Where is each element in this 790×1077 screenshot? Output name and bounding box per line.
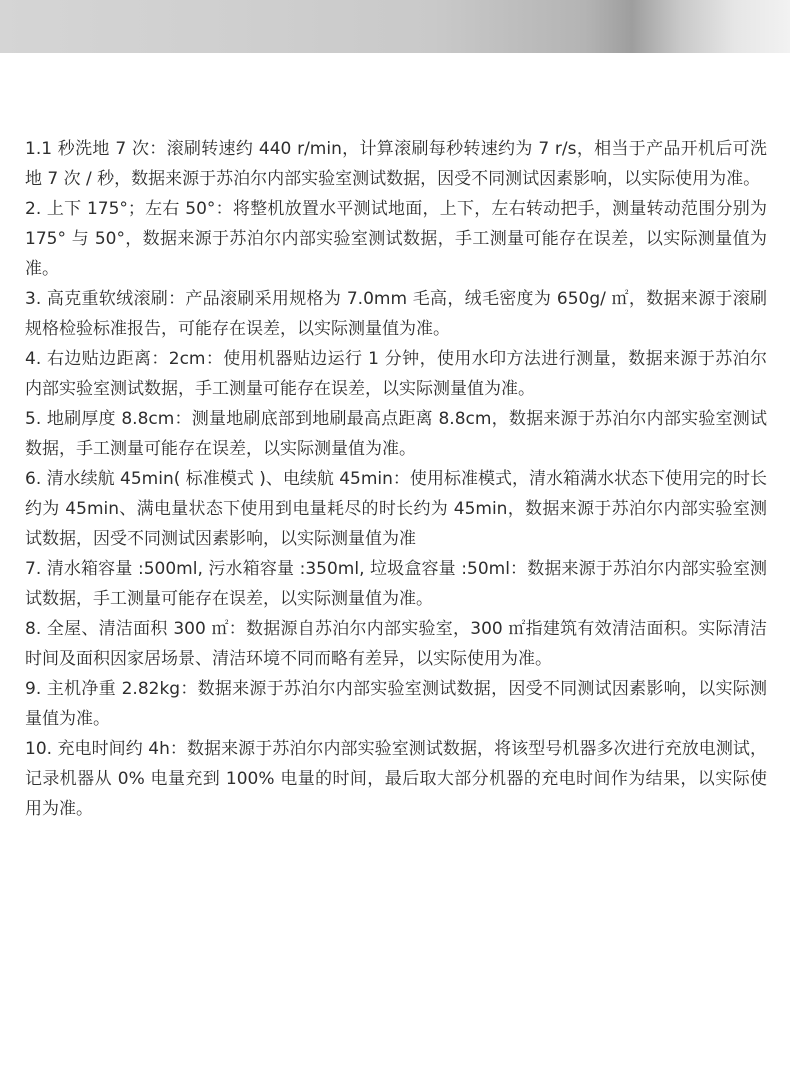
note-6: 6. 清水续航 45min( 标准模式 )、电续航 45min：使用标准模式，清水箱满水状态下使用完的时长约为 45min、满电量状态下使用到电量耗尽的时长约为 45min，数据来源于苏泊尔内部实验室测试数据，因受不同测试因素影响，以实际测量值为准 [25, 469, 767, 549]
note-9: 9. 主机净重 2.82kg：数据来源于苏泊尔内部实验室测试数据，因受不同测试因素影响，以实际测量值为准。 [25, 679, 767, 729]
note-10: 10. 充电时间约 4h：数据来源于苏泊尔内部实验室测试数据，将该型号机器多次进行充放电测试，记录机器从 0% 电量充到 100% 电量的时间，最后取大部分机器的充电时间作为结果，以实际使用为准。 [25, 739, 767, 819]
header-gradient-band [0, 0, 790, 53]
disclaimer-notes-list [25, 134, 767, 824]
note-4: 4. 右边贴边距离：2cm：使用机器贴边运行 1 分钟，使用水印方法进行测量，数据来源于苏泊尔内部实验室测试数据，手工测量可能存在误差，以实际测量值为准。 [25, 349, 767, 399]
note-7: 7. 清水箱容量 :500ml, 污水箱容量 :350ml, 垃圾盒容量 :50ml：数据来源于苏泊尔内部实验室测试数据，手工测量可能存在误差，以实际测量值为准。 [25, 559, 767, 609]
note-3: 3. 高克重软绒滚刷：产品滚刷采用规格为 7.0mm 毛高，绒毛密度为 650g/ ㎡，数据来源于滚刷规格检验标准报告，可能存在误差，以实际测量值为准。 [25, 289, 767, 339]
note-2: 2. 上下 175°；左右 50°：将整机放置水平测试地面，上下，左右转动把手，测量转动范围分别为 175° 与 50°，数据来源于苏泊尔内部实验室测试数据，手工测量可能存在误差，以实际测量值为准。 [25, 199, 767, 279]
note-1: 1.1 秒洗地 7 次：滚刷转速约 440 r/min，计算滚刷每秒转速约为 7 r/s，相当于产品开机后可洗地 7 次 / 秒，数据来源于苏泊尔内部实验室测试数据，因受不同测试因素影响，以实际使用为准。 [25, 139, 767, 189]
note-8: 8. 全屋、清洁面积 300 ㎡：数据源自苏泊尔内部实验室，300 ㎡指建筑有效清洁面积。实际清洁时间及面积因家居场景、清洁环境不同而略有差异，以实际使用为准。 [25, 619, 767, 669]
note-5: 5. 地刷厚度 8.8cm：测量地刷底部到地刷最高点距离 8.8cm，数据来源于苏泊尔内部实验室测试数据，手工测量可能存在误差，以实际测量值为准。 [25, 409, 767, 459]
